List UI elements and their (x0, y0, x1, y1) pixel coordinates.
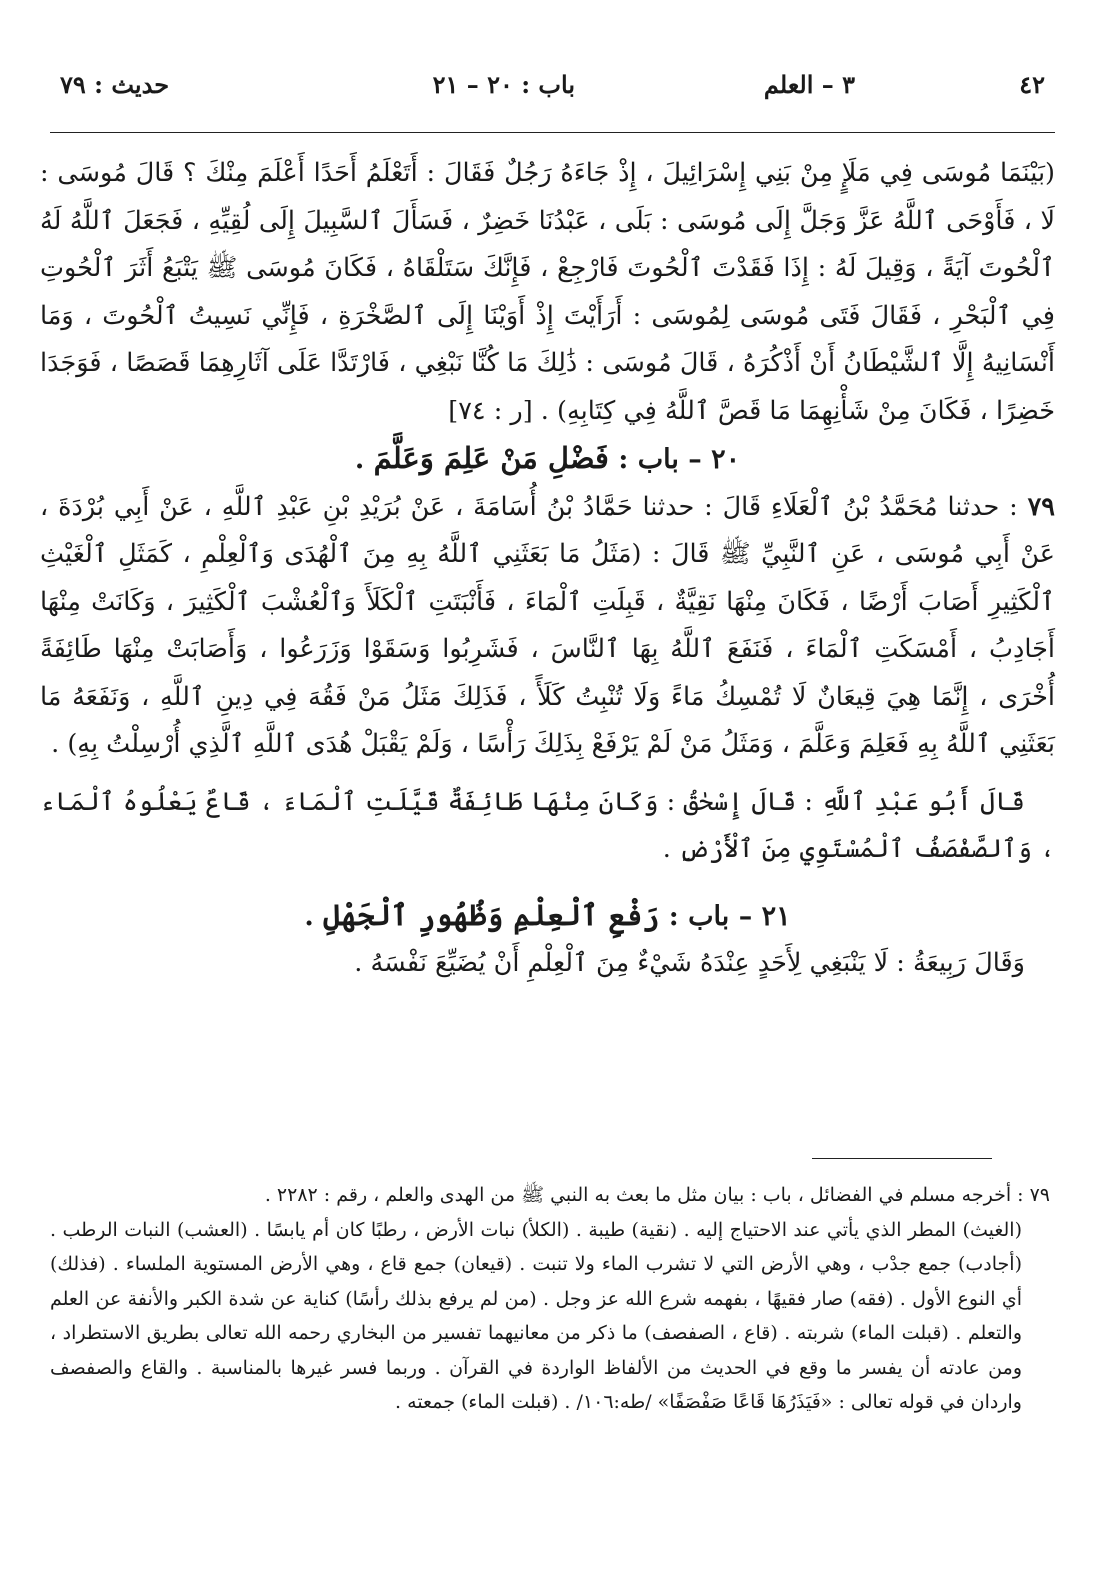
hadith-79-number: ٧٩ (1027, 491, 1056, 522)
page-number: ٤٢ (1019, 70, 1045, 99)
footnote-takhrij: ٧٩ : أخرجه مسلم في الفضائل ، باب : بيان مثل ما بعث به النبي ﷺ من الهدى والعلم ، رقم : ٢٢٨٢ . (264, 1184, 1050, 1206)
book-title: ٣ – العلم (763, 70, 855, 99)
chapter-21-prefix: ٢١ – باب : (668, 900, 791, 932)
bab-range: باب : ٢٠ – ٢١ (432, 70, 575, 99)
main-text (40, 150, 1055, 988)
header-divider (50, 132, 1055, 133)
chapter-heading-20 (40, 435, 1055, 484)
rabia-quote: وَقَالَ رَبِيعَةُ : لَا يَنْبَغِي لِأَحَدٍ عِنْدَهُ شَيْءٌ مِنَ ٱلْعِلْمِ أَنْ يُضَيِّعَ نَفْسَهُ . (354, 948, 1025, 978)
hadith-79-text (40, 484, 1055, 769)
chapter-21-dot: . (304, 900, 314, 932)
hadith-78-text: (بَيْنَمَا مُوسَى فِي مَلَإٍ مِنْ بَنِي إِسْرَائِيلَ ، إِذْ جَاءَهُ رَجُلٌ فَقَالَ : أَتَعْلَمُ أَحَدًا أَعْلَمَ مِنْكَ ؟ قَالَ مُوسَى : لَا ، فَأَوْحَى ٱللَّهُ عَزَّ وَجَلَّ إِلَى مُوسَى : بَلَى ، عَبْدُنَا خَضِرٌ ، فَسَأَلَ ٱلسَّبِيلَ إِلَى لُقِيِّهِ ، فَجَعَلَ ٱللَّهُ لَهُ ٱلْحُوتَ آيَةً ، وَقِيلَ لَهُ : إِذَا فَقَدْتَ ٱلْحُوتَ فَارْجِعْ ، فَإِنَّكَ سَتَلْقَاهُ ، فَكَانَ مُوسَى ﷺ يَتْبَعُ أَثَرَ ٱلْحُوتِ فِي ٱلْبَحْرِ ، فَقَالَ فَتَى مُوسَى لِمُوسَى : أَرَأَيْتَ إِذْ أَوَيْنَا إِلَى ٱلصَّخْرَةِ ، فَإِنِّي نَسِيتُ ٱلْحُوتَ ، وَمَا أَنْسَانِيهُ إِلَّا ٱلشَّيْطَانُ أَنْ أَذْكُرَهُ ، قَالَ مُوسَى : ذَٰلِكَ مَا كُنَّا نَبْغِي ، فَارْتَدَّا عَلَى آثَارِهِمَا قَصَصًا ، فَوَجَدَا خَضِرًا ، فَكَانَ مِنْ شَأْنِهِمَا مَا قَصَّ ٱللَّهُ فِي كِتَابِهِ) . [ر : ٧٤] (40, 158, 1055, 426)
hadith-79-body: : حدثنا مُحَمَّدُ بْنُ ٱلْعَلَاءِ قَالَ : حدثنا حَمَّادُ بْنُ أُسَامَةَ ، عَنْ بُرَيْدِ بْنِ عَبْدِ ٱللَّهِ ، عَنْ أَبِي بُرْدَةَ ، عَنْ أَبِي مُوسَى ، عَنِ ٱلنَّبِيِّ ﷺ قَالَ : (مَثَلُ مَا بَعَثَنِي ٱللَّهُ بِهِ مِنَ ٱلْهُدَى وَٱلْعِلْمِ ، كَمَثَلِ ٱلْغَيْثِ ٱلْكَثِيرِ أَصَابَ أَرْضًا ، فَكَانَ مِنْهَا نَقِيَّةٌ ، قَبِلَتِ ٱلْمَاءَ ، فَأَنْبَتَتِ ٱلْكَلَأَ وَٱلْعُشْبَ ٱلْكَثِيرَ ، وَكَانَتْ مِنْهَا أَجَادِبُ ، أَمْسَكَتِ ٱلْمَاءَ ، فَنَفَعَ ٱللَّهُ بِهَا ٱلنَّاسَ ، فَشَرِبُوا وَسَقَوْا وَزَرَعُوا ، وَأَصَابَتْ مِنْهَا طَائِفَةً أُخْرَى ، إِنَّمَا هِيَ قِيعَانٌ لَا تُمْسِكُ مَاءً وَلَا تُنْبِتُ كَلَأً ، فَذَلِكَ مَثَلُ مَنْ فَقُهَ فِي دِينِ ٱللَّهِ ، وَنَفَعَهُ مَا بَعَثَنِي ٱللَّهُ بِهِ فَعَلِمَ وَعَلَّمَ ، وَمَثَلُ مَنْ لَمْ يَرْفَعْ بِذَلِكَ رَأْسًا ، وَلَمْ يَقْبَلْ هُدَى ٱللَّهِ ٱلَّذِي أُرْسِلْتُ بِهِ) . (40, 491, 1055, 759)
hadith-number: حديث : ٧٩ (60, 70, 170, 99)
chapter-20-prefix: ٢٠ – باب : (618, 444, 741, 475)
chapter-20-title: فَضْلِ مَنْ عَلِمَ وَعَلَّمَ (373, 441, 609, 475)
running-header (60, 70, 1045, 120)
footnote-divider (812, 1158, 992, 1159)
chapter-20-dot: . (354, 444, 365, 475)
chapter-heading-21 (40, 892, 1055, 941)
chapter-21-title: رَفْعِ ٱلْعِلْمِ وَظُهُورِ ٱلْجَهْلِ (323, 897, 660, 932)
footnote-glossary: (الغيث) المطر الذي يأتي عند الاحتياج إليه . (نقية) طيبة . (الكلأ) نبات الأرض ، رطبًا كان أم يابسًا . (العشب) النبات الرطب . (أجادب) جمع جدْب ، وهي الأرض التي لا تشرب الماء ولا تنبت . (قيعان) جمع قاع ، وهي الأرض المستوية الملساء . (فذلك) أي النوع الأول . (فقه) صار فقيهًا ، بفهمه شرع الله عز وجل . (من لم يرفع بذلك رأسًا) كناية عن شدة الكبر والأنفة عن العلم والتعلم . (قبلت الماء) شربته . (قاع ، الصفصف) ما ذكر من معانيهما تفسير من البخاري رحمه الله تعالى بطريق الاستطراد ، ومن عادته أن يفسر ما وقع في الحديث من الألفاظ الواردة في القرآن . وربما فسر غيرها بالمناسبة . والقاع والصفصف واردان في قوله تعالى : «فَيَذَرُهَا قَاعًا صَفْصَفًا» /طه:١٠٦/ . (قبلت الماء) جمعته . (50, 1218, 1022, 1413)
commentary-paragraph: قَالَ أَبُو عَبْدِ ٱللَّهِ : قَالَ إِسْحٰقُ : وَكَانَ مِنْهَا طَائِفَةٌ قَيَّلَتِ ٱلْمَاءَ ، قَاعٌ يَعْلُوهُ ٱلْمَاء ، وَٱلصَّفْصَفُ ٱلْمُسْتَوِي مِنَ ٱلْأَرْضِ . (40, 786, 1055, 864)
footnotes (50, 1178, 1050, 1420)
